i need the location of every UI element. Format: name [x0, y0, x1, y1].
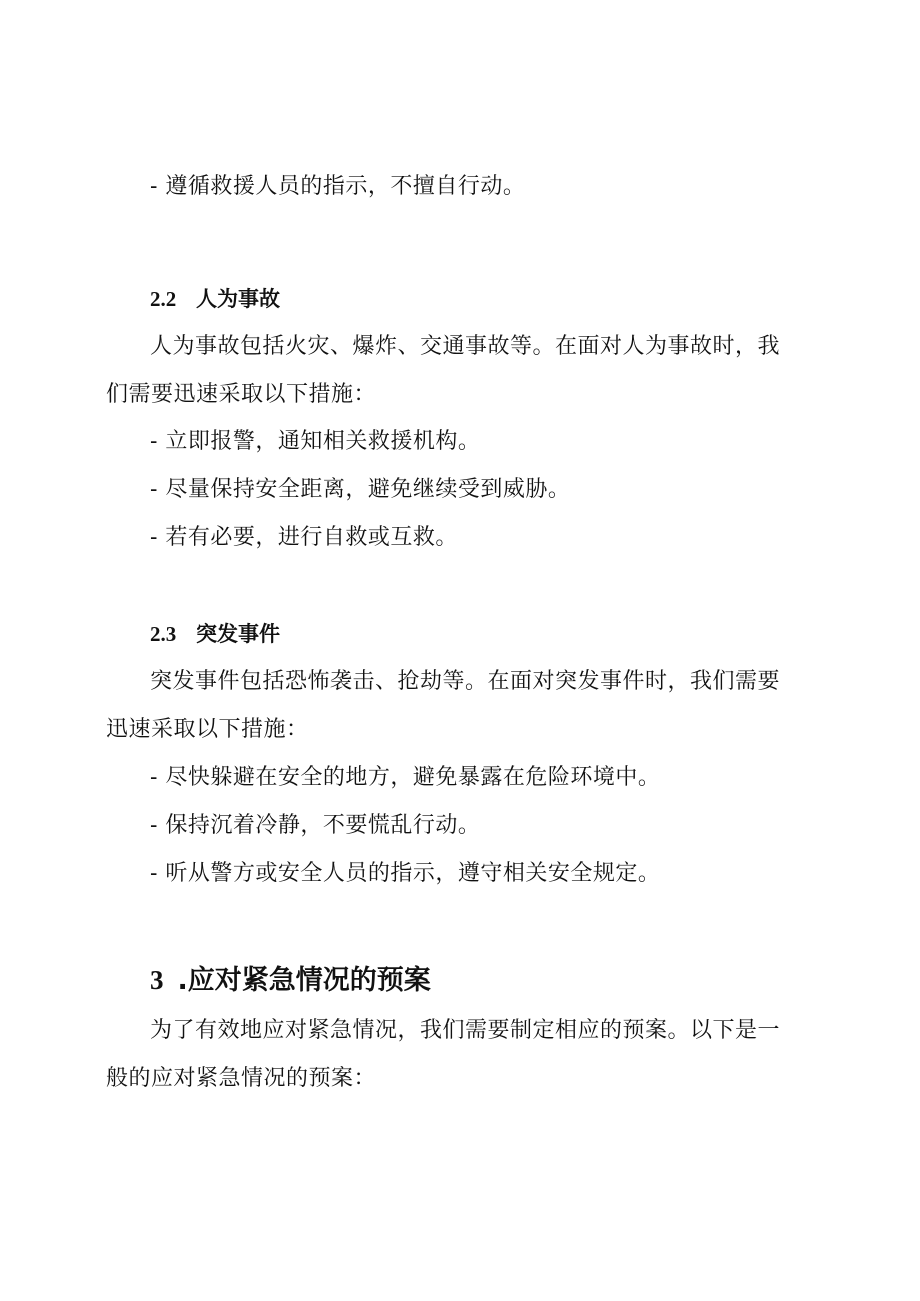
section-number: 3 — [150, 965, 164, 995]
section-number: 2.3 — [150, 622, 177, 646]
list-item: - 听从警方或安全人员的指示，遵守相关安全规定。 — [150, 861, 661, 886]
section-number: 2.2 — [150, 287, 177, 311]
list-item: - 立即报警，通知相关救援机构。 — [150, 429, 481, 454]
list-item: - 尽量保持安全距离，避免继续受到威胁。 — [150, 477, 571, 502]
paragraph-line: 人为事故包括火灾、爆炸、交通事故等。在面对人为事故时，我 — [150, 334, 781, 359]
section-heading-3 — [150, 962, 431, 999]
list-item: - 保持沉着冷静，不要慌乱行动。 — [150, 813, 481, 838]
section-title: 突发事件 — [196, 621, 280, 646]
paragraph-line: 迅速采取以下措施： — [106, 717, 309, 742]
list-item: - 尽快躲避在安全的地方，避免暴露在危险环境中。 — [150, 765, 661, 790]
list-item: - 若有必要，进行自救或互救。 — [150, 525, 458, 550]
section-heading-2-2 — [150, 284, 280, 314]
paragraph-line: 般的应对紧急情况的预案： — [106, 1066, 377, 1091]
list-item: - 遵循救援人员的指示，不擅自行动。 — [150, 174, 526, 199]
paragraph-line: 为了有效地应对紧急情况，我们需要制定相应的预案。以下是一 — [150, 1018, 781, 1043]
section-heading-2-3 — [150, 619, 280, 649]
section-title: .应对紧急情况的预案 — [177, 965, 431, 996]
paragraph-line: 们需要迅速采取以下措施： — [106, 382, 377, 407]
paragraph-line: 突发事件包括恐怖袭击、抢劫等。在面对突发事件时，我们需要 — [150, 669, 781, 694]
section-title: 人为事故 — [196, 286, 280, 311]
